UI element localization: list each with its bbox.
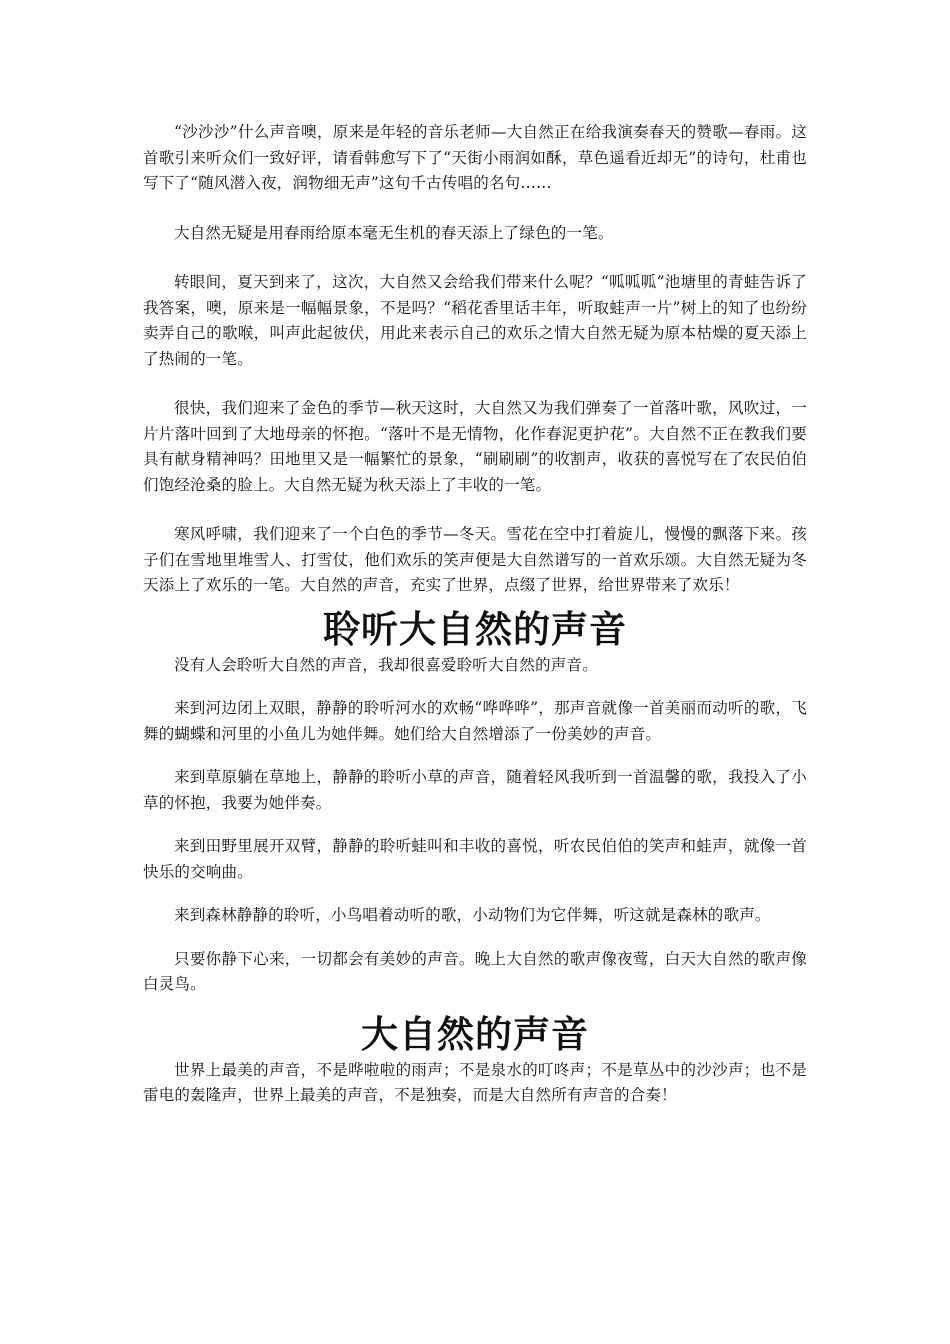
heading-sound-of-nature: 大自然的声音 [361, 1012, 589, 1056]
paragraph-spring-summary: 大自然无疑是用春雨给原本毫无生机的春天添上了绿色的一笔。 [174, 223, 614, 242]
paragraph-spring-rain: “沙沙沙”什么声音噢，原来是年轻的音乐老师—大自然正在给我演奏春天的赞歌—春雨。这首歌引来听众们一致好评，请看韩愈写下了“天街小雨润如酥，草色遥看近却无”的诗句，杜甫也写下了“随风潜入夜，润物细无声”这句千古传唱的名句…… [143, 123, 807, 192]
paragraph-autumn: 很快，我们迎来了金色的季节—秋天这时，大自然又为我们弹奏了一首落叶歌，风吹过，一片片落叶回到了大地母亲的怀抱。“落叶不是无情物，化作春泥更护花”。大自然不正在教我们要具有献身精神吗？田地里又是一幅繁忙的景象，“刷刷刷”的收割声，收获的喜悦写在了农民伯伯们饱经沧桑的脸上。大自然无疑为秋天添上了丰收的一笔。 [143, 399, 807, 494]
paragraph-intro: 没有人会聆听大自然的声音，我却很喜爱聆听大自然的声音。 [174, 655, 598, 674]
section-listen-to-nature [143, 653, 807, 998]
heading-listen-to-nature: 聆听大自然的声音 [323, 607, 627, 651]
section-seasons [143, 120, 807, 599]
section-sound-of-nature [143, 1058, 807, 1109]
paragraph-most-beautiful-sound: 世界上最美的声音，不是哗啦啦的雨声；不是泉水的叮咚声；不是草丛中的沙沙声；也不是雷电的轰隆声，世界上最美的声音，不是独奏，而是大自然所有声音的合奏！ [143, 1060, 807, 1104]
paragraph-forest: 来到森林静静的聆听，小鸟唱着动听的歌，小动物们为它伴舞，听这就是森林的歌声。 [174, 906, 771, 924]
paragraph-winter: 寒风呼啸，我们迎来了一个白色的季节—冬天。雪花在空中打着旋儿，慢慢的飘落下来。孩子们在雪地里堆雪人、打雪仗，他们欢乐的笑声便是大自然谱写的一首欢乐颂。大自然无疑为冬天添上了欢乐的一笔。大自然的声音，充实了世界，点缀了世界，给世界带来了欢乐！ [143, 525, 807, 594]
paragraph-grassland: 来到草原躺在草地上，静静的聆听小草的声音，随着轻风我听到一首温馨的歌，我投入了小草的怀抱，我要为她伴奏。 [143, 768, 807, 812]
document-page [143, 120, 807, 1109]
paragraph-summer: 转眼间，夏天到来了，这次，大自然又会给我们带来什么呢？“呱呱呱”池塘里的青蛙告诉了我答案，噢，原来是一幅幅景象，不是吗？“稻花香里话丰年，听取蛙声一片”树上的知了也纷纷卖弄自己的歌喉，叫声此起彼伏，用此来表示自己的欢乐之情大自然无疑为原本枯燥的夏天添上了热闹的一笔。 [143, 273, 807, 368]
paragraph-fields: 来到田野里展开双臂，静静的聆听蛙叫和丰收的喜悦，听农民伯伯的笑声和蛙声，就像一首快乐的交响曲。 [143, 837, 807, 881]
paragraph-conclusion: 只要你静下心来，一切都会有美妙的声音。晚上大自然的歌声像夜莺，白天大自然的歌声像白灵鸟。 [143, 949, 807, 993]
paragraph-river: 来到河边闭上双眼，静静的聆听河水的欢畅“哗哗哗”，那声音就像一首美丽而动听的歌，飞舞的蝴蝶和河里的小鱼儿为她伴舞。她们给大自然增添了一份美妙的声音。 [143, 699, 807, 743]
